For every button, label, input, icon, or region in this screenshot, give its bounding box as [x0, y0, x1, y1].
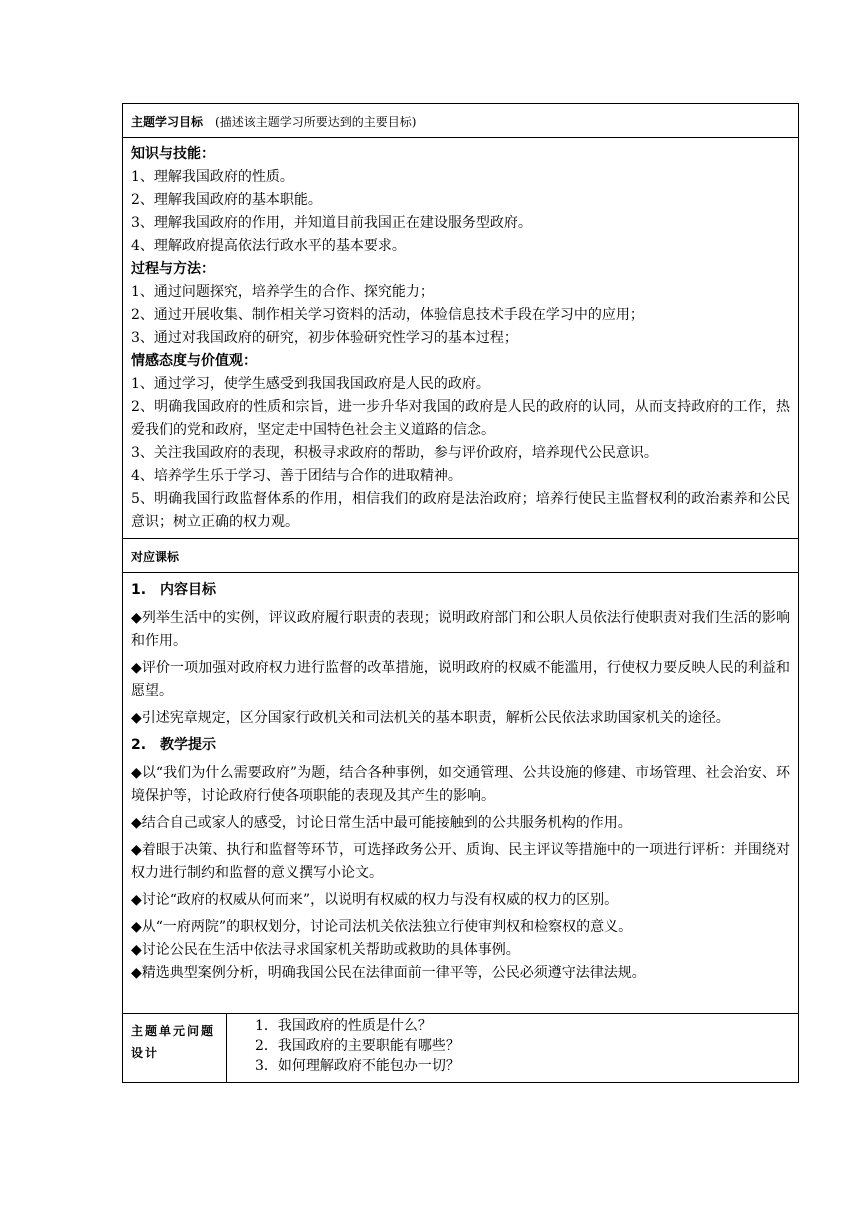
content-goal-item: ◆列举生活中的实例，评议政府履行职责的表现；说明政府部门和公职人员依法行使职责对我们生活的影响和作用。: [131, 610, 791, 649]
goals-body-row: [123, 138, 799, 539]
teaching-tip-item: ◆精选典型案例分析，明确我国公民在法律面前一律平等，公民必须遵守法律法规。: [131, 965, 646, 981]
question-item: 2．我国政府的主要职能有哪些？: [255, 1038, 460, 1054]
content-goals-heading: 1. 内容目标: [131, 582, 217, 598]
attitude-heading: 情感态度与价值观：: [131, 353, 257, 369]
standards-body-cell: [123, 573, 799, 1014]
lesson-plan-table: [122, 103, 799, 1083]
process-item: 2、通过开展收集、制作相关学习资料的活动，体验信息技术手段在学习中的应用；: [131, 307, 644, 323]
content-goal-item: ◆评价一项加强对政府权力进行监督的改革措施，说明政府的权威不能滥用，行使权力要反映人民的利益和愿望。: [131, 660, 791, 699]
knowledge-item: 4、理解政府提高依法行政水平的基本要求。: [131, 238, 406, 254]
process-heading: 过程与方法：: [131, 261, 215, 277]
standards-header-cell: [123, 539, 799, 573]
attitude-item: 4、培养学生乐于学习、善于团结与合作的进取精神。: [131, 468, 462, 484]
teaching-tip-item: ◆结合自己或家人的感受，讨论日常生活中最可能接触到的公共服务机构的作用。: [131, 815, 632, 831]
question-item: 3．如何理解政府不能包办一切？: [255, 1058, 460, 1074]
knowledge-heading: 知识与技能：: [131, 146, 215, 162]
process-item: 1、通过问题探究，培养学生的合作、探究能力；: [131, 284, 434, 300]
attitude-item: 2、明确我国政府的性质和宗旨，进一步升华对我国的政府是人民的政府的认同，从而支持政府的工作，热爱我们的党和政府，坚定走中国特色社会主义道路的信念。: [131, 399, 791, 438]
teaching-tip-item: ◆着眼于决策、执行和监督等环节，可选择政务公开、质询、民主评议等措施中的一项进行评析：并围绕对权力进行制约和监督的意义撰写小论文。: [131, 842, 791, 881]
content-goal-item: ◆引述宪章规定，区分国家行政机关和司法机关的基本职责，解析公民依法求助国家机关的途径。: [131, 710, 730, 726]
attitude-item: 5、明确我国行政监督体系的作用，相信我们的政府是法治政府；培养行使民主监督权利的政治素养和公民意识；树立正确的权力观。: [131, 491, 791, 530]
process-item: 3、通过对我国政府的研究，初步体验研究性学习的基本过程；: [131, 330, 518, 346]
standards-header-row: [123, 539, 799, 573]
teaching-tip-item: ◆讨论“政府的权威从何而来”，以说明有权威的权力与没有权威的权力的区别。: [131, 892, 619, 908]
knowledge-item: 3、理解我国政府的作用，并知道目前我国正在建设服务型政府。: [131, 215, 532, 231]
knowledge-item: 1、理解我国政府的性质。: [131, 169, 294, 185]
questions-list-cell: [227, 1014, 799, 1083]
standards-title: 对应课标: [131, 550, 180, 564]
attitude-item: 3、关注我国政府的表现，积极寻求政府的帮助，参与评价政府，培养现代公民意识。: [131, 445, 658, 461]
goals-header-title: 主题学习目标: [131, 115, 204, 129]
goals-header-row: [123, 104, 799, 138]
questions-label-cell: [123, 1014, 227, 1083]
teaching-tip-item: ◆讨论公民在生活中依法寻求国家机关帮助或救助的具体事例。: [131, 942, 520, 958]
questions-label: 主题单元问题设计: [131, 1024, 216, 1060]
teaching-tip-item: ◆以“我们为什么需要政府”为题，结合各种事例，如交通管理、公共设施的修建、市场管理、社会治安、环境保护等，讨论政府行使各项职能的表现及其产生的影响。: [131, 765, 791, 804]
attitude-item: 1、通过学习，使学生感受到我国我国政府是人民的政府。: [131, 376, 490, 392]
question-item: 1．我国政府的性质是什么？: [255, 1018, 432, 1034]
goals-header-cell: [123, 104, 799, 138]
goals-body-cell: [123, 138, 799, 539]
goals-header-desc: (描述该主题学习所要达到的主要目标): [215, 115, 417, 129]
teaching-tip-item: ◆从“一府两院”的职权划分，讨论司法机关依法独立行使审判权和检察权的意义。: [131, 919, 633, 935]
questions-row: [123, 1014, 799, 1083]
standards-body-row: [123, 573, 799, 1014]
teaching-tips-heading: 2. 教学提示: [131, 737, 217, 753]
knowledge-item: 2、理解我国政府的基本职能。: [131, 192, 322, 208]
